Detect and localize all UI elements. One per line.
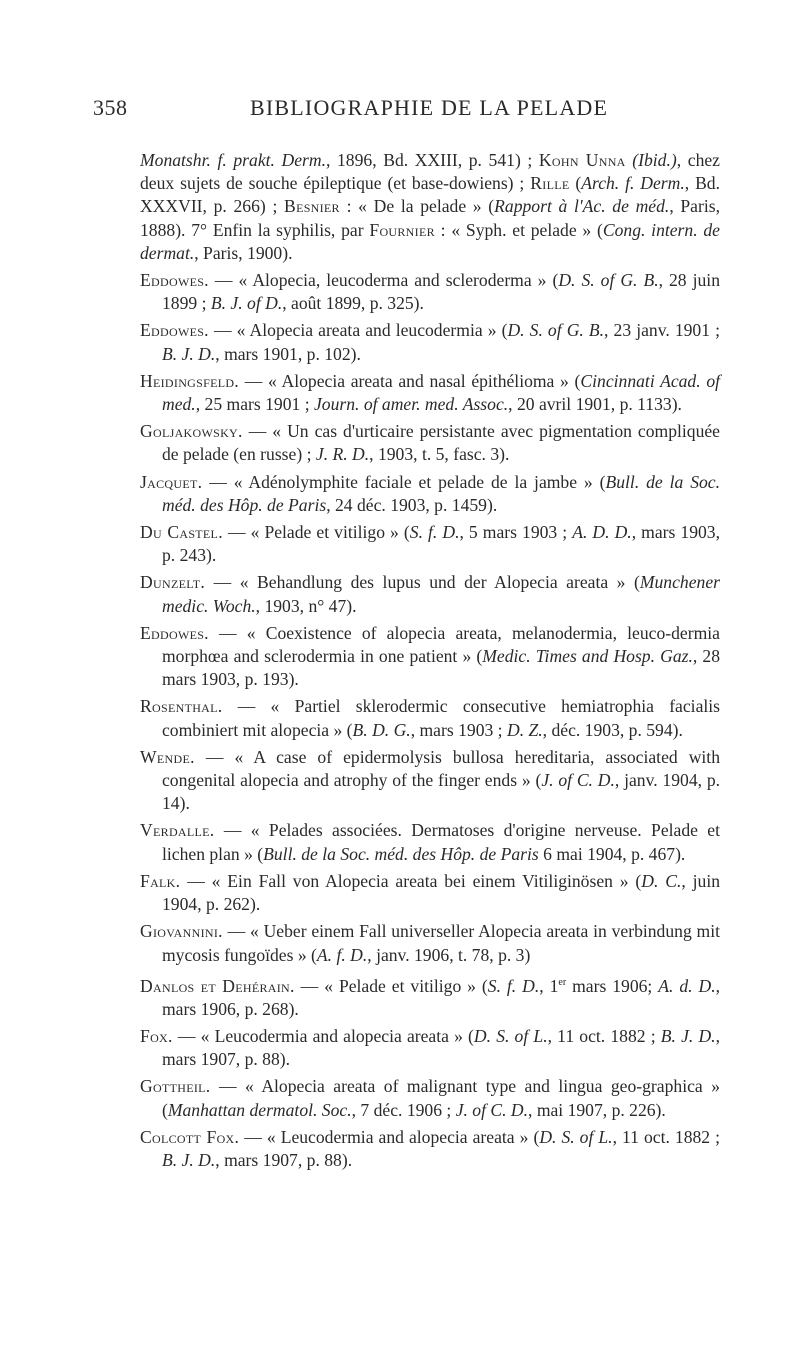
entry-text: — « Partiel sklerodermic consecutive hemiatrophia facialis combiniert mit alopecia » (B. D. G., mars 1903 ; D. Z., déc. 1903, p. 594). [162, 696, 720, 740]
entry-text: — « Pelades associées. Dermatoses d'origine nerveuse. Pelade et lichen plan » (Bull. de la Soc. méd. des Hôp. de Paris 6 mai 1904, p. 467). [162, 820, 720, 864]
bibliography-entry [140, 622, 720, 692]
entry-author: Giovannini. [140, 921, 223, 942]
entry-author: Eddowes. [140, 270, 209, 291]
entry-author: Dunzelt. [140, 572, 206, 593]
page-number: 358 [93, 95, 128, 120]
bibliography-entry [140, 471, 720, 517]
entry-text: — « Un cas d'urticaire persistante avec pigmentation compliquée de pelade (en russe) ; J. R. D., 1903, t. 5, fasc. 3). [162, 421, 720, 465]
bibliography-entry [140, 370, 720, 416]
bibliography-entry [140, 571, 720, 617]
entry-author: Rosenthal. [140, 696, 223, 717]
page-header [0, 95, 801, 125]
bibliography-entry [140, 870, 720, 916]
entry-author: Wende. [140, 746, 195, 767]
bibliography-entry [140, 319, 720, 365]
bibliography-entry [140, 746, 720, 816]
bibliography-entry [140, 420, 720, 466]
bibliography-entry [140, 521, 720, 567]
entry-text: — « Alopecia areata of malignant type and lingua geo-graphica » (Manhattan dermatol. Soc., 7 déc. 1906 ; J. of C. D., mai 1907, p. 226). [162, 1076, 720, 1120]
bibliography-entry [140, 269, 720, 315]
entry-author: Jacquet. [140, 471, 203, 492]
entry-text: — « Leucodermia and alopecia areata » (D. S. of L., 11 oct. 1882 ; B. J. D., mars 1907, p. 88). [162, 1126, 721, 1170]
entry-text: — « Alopecia areata and nasal épithélioma » (Cincinnati Acad. of med., 25 mars 1901 ; Journ. of amer. med. Assoc., 20 avril 1901, p. 1133). [162, 370, 721, 415]
entry-text: — « Leucodermia and alopecia areata » (D. S. of L., 11 oct. 1882 ; B. J. D., mars 1907, p. 88). [162, 1025, 720, 1070]
bibliography-entry [140, 819, 720, 865]
entry-text: — « A case of epidermolysis bullosa hereditaria, associated with congenital alopecia and atrophy of the finger ends » (J. of C. D., janv. 1904, p. 14). [162, 746, 721, 814]
entry-author: Gottheil. [140, 1076, 211, 1097]
entry-text: — « Coexistence of alopecia areata, melanodermia, leuco-dermia morphœa and sclerodermia in one patient » (Medic. Times and Hosp. Gaz., 28 mars 1903, p. 193). [162, 622, 720, 690]
entry-author: Fox. [140, 1025, 173, 1046]
entry-text: — « Adénolymphite faciale et pelade de la jambe » (Bull. de la Soc. méd. des Hôp. de Paris, 24 déc. 1903, p. 1459). [162, 471, 721, 515]
entry-text: — « Pelade et vitiligo » (S. f. D., 1er mars 1906; A. d. D., mars 1906, p. 268). [162, 975, 720, 1019]
entry-author: Heidingsfeld. [140, 370, 239, 391]
entry-text: — « Alopecia, leucoderma and scleroderma » (D. S. of G. B., 28 juin 1899 ; B. J. of D., août 1899, p. 325). [162, 270, 720, 314]
entry-text: — « Pelade et vitiligo » (S. f. D., 5 mars 1903 ; A. D. D., mars 1903, p. 243). [162, 522, 720, 566]
entry-text: Monatshr. f. prakt. Derm., 1896, Bd. XXIII, p. 541) ; Kohn Unna (Ibid.), chez deux sujets de souche épileptique (et base-dowiens) ; Rille (Arch. f. Derm., Bd. XXXVII, p. 266) ; Besnier : « De la pelade » (Rapport à l'Ac. de méd., Paris, 1888). 7° Enfin la syphilis, par Fournier : « Syph. et pelade » (Cong. intern. de dermat., Paris, 1900). [140, 150, 721, 263]
bibliography-entry [140, 1075, 720, 1121]
bibliography-entry [140, 1126, 720, 1172]
entry-text: — « Alopecia areata and leucodermia » (D. S. of G. B., 23 janv. 1901 ; B. J. D., mars 1901, p. 102). [162, 320, 720, 364]
entry-author: Verdalle. [140, 820, 215, 841]
entry-author: Goljakowsky. [140, 421, 243, 442]
bibliography-entry [140, 1025, 720, 1071]
bibliography-entry [140, 971, 720, 1021]
entry-text: — « Ueber einem Fall universeller Alopecia areata in verbindung mit mycosis fungoïdes » (A. f. D., janv. 1906, t. 78, p. 3) [162, 921, 720, 965]
entry-text: — « Behandlung des lupus und der Alopecia areata » (Munchener medic. Woch., 1903, n° 47). [162, 572, 720, 616]
bibliography-entry [140, 149, 720, 265]
entry-author: Falk. [140, 870, 181, 891]
bibliography-list [140, 149, 720, 1176]
entry-author: Colcott Fox. [140, 1126, 240, 1147]
bibliography-entry [140, 695, 720, 741]
entry-author: Danlos et Dehérain. [140, 975, 295, 996]
entry-author: Eddowes. [140, 622, 209, 643]
running-title: BIBLIOGRAPHIE DE LA PELADE [250, 95, 609, 120]
entry-author: Eddowes. [140, 320, 209, 341]
entry-author: Du Castel. [140, 522, 223, 543]
bibliography-entry [140, 920, 720, 966]
entry-text: — « Ein Fall von Alopecia areata bei einem Vitiliginösen » (D. C., juin 1904, p. 262). [162, 870, 721, 915]
